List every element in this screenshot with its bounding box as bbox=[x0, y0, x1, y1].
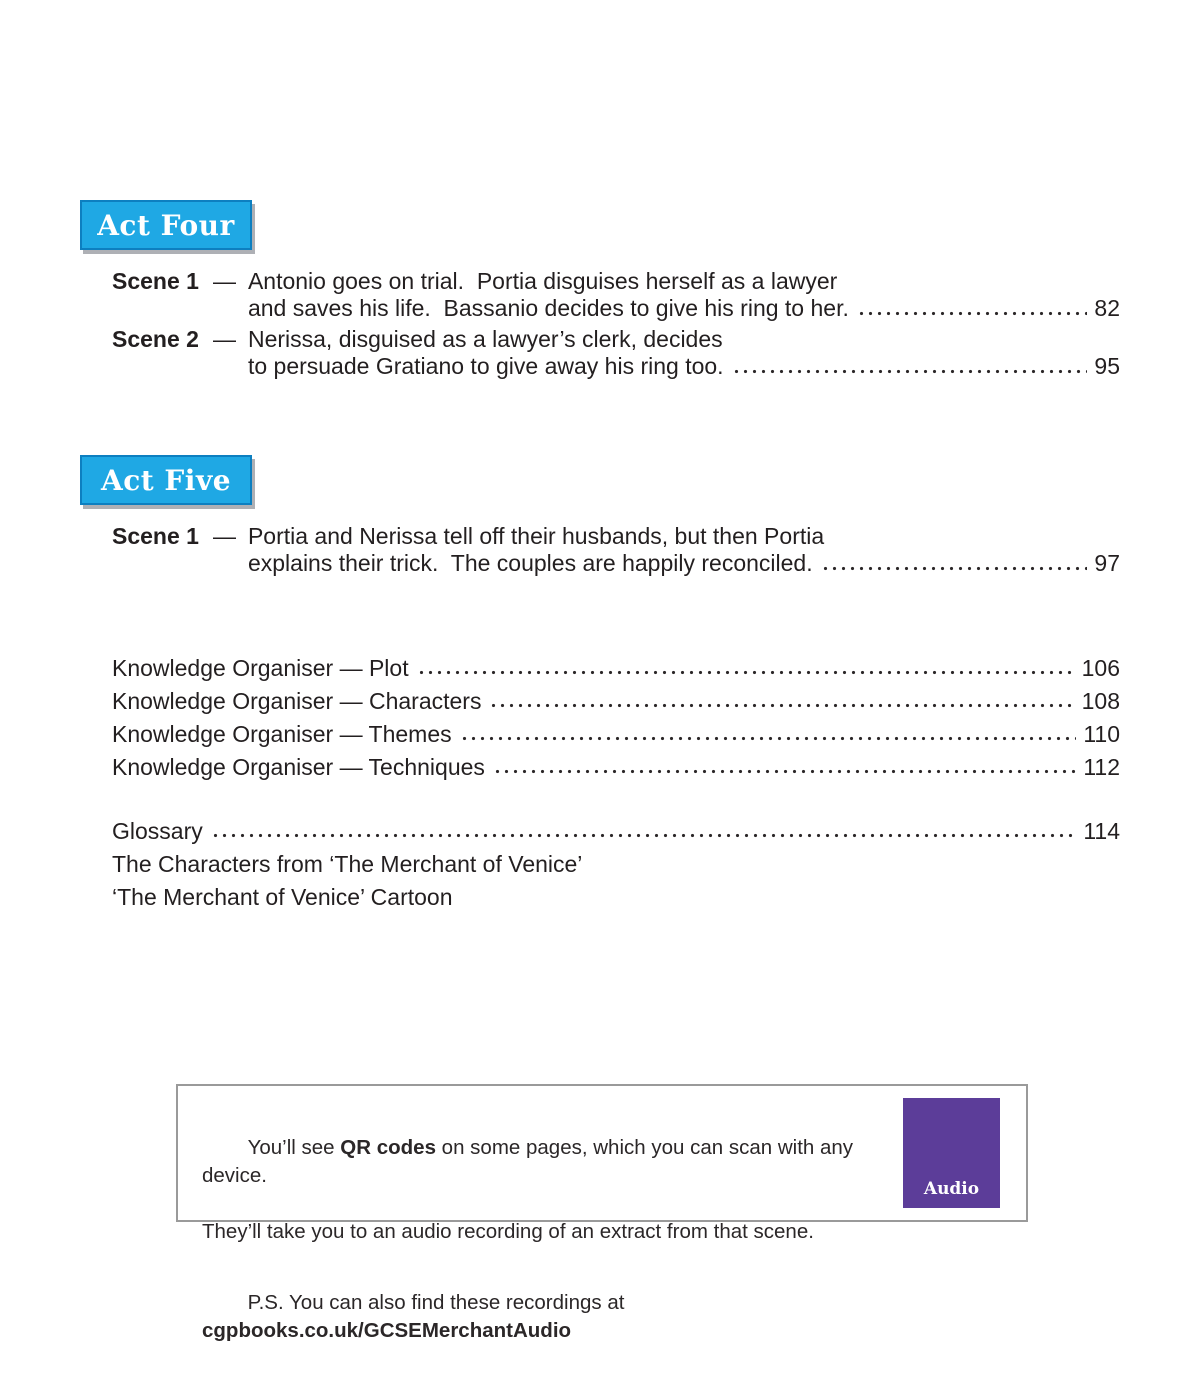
scene-label: Scene 2 bbox=[112, 326, 199, 352]
scene-entry bbox=[112, 326, 1120, 380]
act-four-title: Act Four bbox=[97, 208, 235, 242]
page-number: 95 bbox=[1094, 353, 1120, 379]
toc-entry-label: Knowledge Organiser — Themes bbox=[112, 721, 452, 747]
act-five-scene-list bbox=[112, 523, 1120, 581]
act-five-title: Act Five bbox=[100, 463, 232, 497]
qr-note-text bbox=[202, 1106, 876, 1373]
dotted-leader bbox=[821, 566, 1088, 571]
knowledge-organiser-list bbox=[112, 652, 1120, 784]
toc-entry bbox=[112, 751, 1120, 784]
qr-note-line1-pre: You’ll see bbox=[247, 1136, 341, 1159]
scene-line2 bbox=[248, 353, 1120, 380]
qr-note-line1-post: on some pages, which you can scan with any device. bbox=[202, 1136, 859, 1187]
back-matter-list bbox=[112, 815, 1120, 914]
page-number: 97 bbox=[1094, 550, 1120, 576]
act-five-header bbox=[80, 455, 252, 505]
scene-line2 bbox=[248, 550, 1120, 577]
dotted-leader bbox=[857, 311, 1088, 316]
dotted-leader bbox=[417, 670, 1075, 675]
scene-dash: — bbox=[212, 523, 236, 549]
scene-label: Scene 1 bbox=[112, 268, 199, 294]
qr-note-ps-line bbox=[202, 1261, 876, 1373]
page-number: 114 bbox=[1083, 818, 1120, 844]
audio-badge-label: Audio bbox=[923, 1179, 980, 1199]
toc-entry-label: Knowledge Organiser — Characters bbox=[112, 688, 482, 714]
dotted-leader bbox=[460, 736, 1077, 741]
scene-text-line1: Nerissa, disguised as a lawyer’s clerk, decides bbox=[247, 326, 723, 352]
scene-text-line2: explains their trick. The couples are happily reconciled. bbox=[247, 550, 813, 576]
dotted-leader bbox=[493, 769, 1076, 774]
toc-entry bbox=[112, 815, 1120, 848]
page-number: 108 bbox=[1081, 688, 1120, 714]
toc-entry-label: Knowledge Organiser — Techniques bbox=[112, 754, 485, 780]
page-number: 106 bbox=[1081, 655, 1120, 681]
dotted-leader bbox=[732, 369, 1088, 374]
qr-note-line2: They’ll take you to an audio recording of an extract from that scene. bbox=[202, 1220, 814, 1243]
toc-entry bbox=[112, 881, 1120, 914]
qr-note-box bbox=[176, 1084, 1028, 1342]
scene-dash: — bbox=[212, 326, 236, 352]
toc-entry-label: ‘The Merchant of Venice’ Cartoon bbox=[112, 884, 453, 910]
qr-note-line1-bold: QR codes bbox=[340, 1136, 436, 1159]
toc-entry bbox=[112, 848, 1120, 881]
page-number: 82 bbox=[1094, 295, 1120, 321]
scene-dash: — bbox=[212, 268, 236, 294]
toc-entry bbox=[112, 652, 1120, 685]
act-four-header bbox=[80, 200, 252, 250]
page-number: 110 bbox=[1083, 721, 1120, 747]
qr-note-ps-pre: P.S. You can also find these recordings at bbox=[247, 1291, 631, 1314]
page-number: 112 bbox=[1083, 754, 1120, 780]
audio-badge bbox=[903, 1098, 1000, 1208]
toc-entry bbox=[112, 685, 1120, 718]
dotted-leader bbox=[211, 833, 1077, 838]
toc-entry bbox=[112, 718, 1120, 751]
scene-description bbox=[248, 523, 1120, 577]
scene-text-line1: Antonio goes on trial. Portia disguises herself as a lawyer bbox=[247, 268, 838, 294]
scene-text-line2: to persuade Gratiano to give away his ring too. bbox=[247, 353, 724, 379]
qr-note-line1 bbox=[202, 1106, 876, 1218]
dotted-leader bbox=[489, 703, 1074, 708]
scene-entry bbox=[112, 268, 1120, 322]
scene-text-line1: Portia and Nerissa tell off their husbands, but then Portia bbox=[247, 523, 825, 549]
toc-entry-label: The Characters from ‘The Merchant of Venice’ bbox=[112, 851, 583, 877]
scene-label: Scene 1 bbox=[112, 523, 199, 549]
scene-entry bbox=[112, 523, 1120, 577]
qr-note-audio-url: cgpbooks.co.uk/GCSEMerchantAudio bbox=[202, 1319, 572, 1342]
act-four-scene-list bbox=[112, 268, 1120, 384]
scene-text-line2: and saves his life. Bassanio decides to give his ring to her. bbox=[247, 295, 849, 321]
scene-description bbox=[248, 326, 1120, 380]
scene-line2 bbox=[248, 295, 1120, 322]
toc-entry-label: Glossary bbox=[112, 818, 203, 844]
scene-description bbox=[248, 268, 1120, 322]
toc-entry-label: Knowledge Organiser — Plot bbox=[112, 655, 409, 681]
